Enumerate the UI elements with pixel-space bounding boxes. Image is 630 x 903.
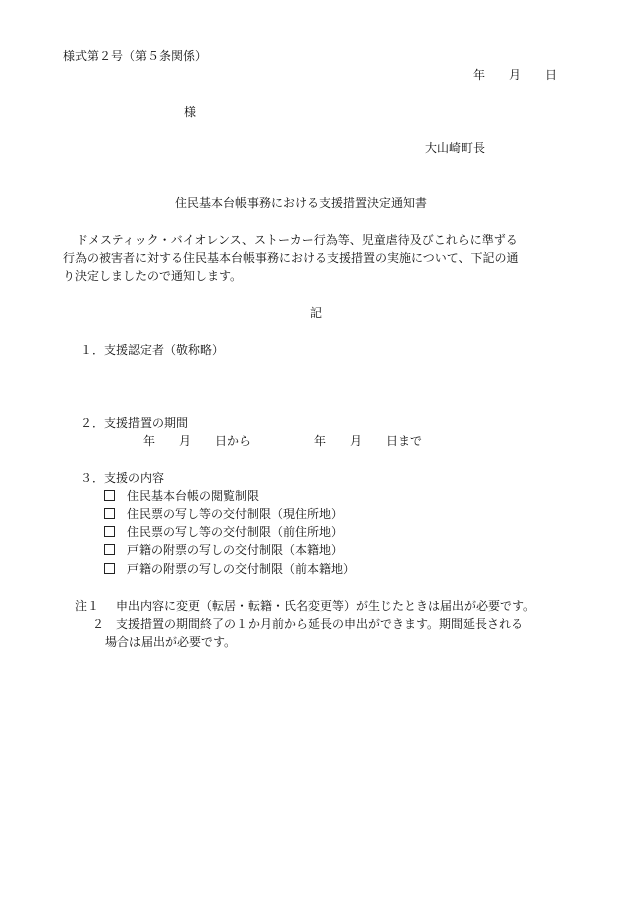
checkbox[interactable]	[104, 563, 115, 574]
option-label: 住民票の写し等の交付制限（現住所地）	[127, 507, 344, 521]
section1-number: １．	[80, 343, 105, 357]
form-number: 様式第２号（第５条関係）	[63, 49, 208, 63]
option-label: 戸籍の附票の写しの交付制限（前本籍地）	[127, 562, 356, 576]
recipient-suffix: 様	[184, 105, 197, 119]
note1-label: 注１	[75, 599, 100, 613]
note1-text: 申出内容に変更（転居・転籍・氏名変更等）が生じたときは届出が必要です。	[116, 599, 536, 613]
checkbox[interactable]	[104, 526, 115, 537]
period-to: 年 月 日まで	[314, 434, 423, 448]
body-line-1: ドメスティック・バイオレンス、ストーカー行為等、児童虐待及びこれらに準ずる	[76, 233, 518, 247]
checkbox[interactable]	[104, 544, 115, 555]
checkbox[interactable]	[104, 508, 115, 519]
option-label: 住民基本台帳の閲覧制限	[127, 489, 260, 503]
note2-continuation: 場合は届出が必要です。	[105, 635, 237, 649]
option-label: 住民票の写し等の交付制限（前住所地）	[127, 525, 344, 539]
support-option	[104, 563, 355, 575]
section2-label: 支援措置の期間	[104, 416, 189, 430]
support-option	[104, 508, 343, 520]
support-option	[104, 544, 343, 556]
section3-label: 支援の内容	[104, 471, 165, 485]
body-line-2: 行為の被害者に対する住民基本台帳事務における支援措置の実施について、下記の通	[63, 251, 519, 265]
date-line: 年 月 日	[473, 68, 558, 82]
support-option	[104, 526, 343, 538]
note2-text: 支援措置の期間終了の１か月前から延長の申出ができます。期間延長される	[116, 617, 524, 631]
note2-label: ２	[92, 617, 105, 631]
section2-number: ２．	[80, 416, 105, 430]
option-label: 戸籍の附票の写しの交付制限（本籍地）	[127, 543, 344, 557]
document-title: 住民基本台帳事務における支援措置決定通知書	[175, 196, 428, 210]
support-option	[104, 490, 259, 502]
section3-number: ３．	[80, 471, 105, 485]
checkbox[interactable]	[104, 490, 115, 501]
section1-label: 支援認定者（敬称略）	[104, 343, 225, 357]
period-from: 年 月 日から	[143, 434, 252, 448]
ki-marker: 記	[310, 306, 323, 320]
body-line-3: り決定しましたので通知します。	[63, 269, 243, 283]
issuer: 大山崎町長	[425, 141, 486, 155]
